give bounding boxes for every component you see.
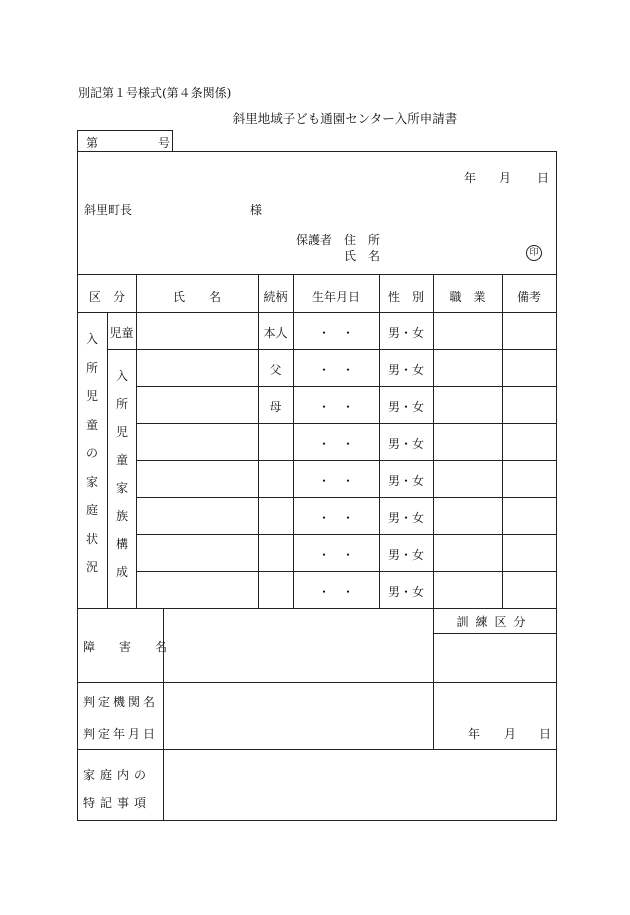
application-form-table [77,151,557,821]
divider [78,682,556,683]
divider [136,497,556,498]
divider [136,460,556,461]
divider [136,423,556,424]
divider [78,749,556,750]
col-header-birthdate: 生年月日 [311,290,360,304]
row-sex[interactable]: 男・女 [387,326,424,340]
family-notes-label-1: 家庭内の [83,768,152,782]
row-sex[interactable]: 男・女 [387,548,424,562]
divider [433,633,556,634]
number-box[interactable] [77,130,173,151]
row-birthdate[interactable]: ・ ・ [317,400,354,414]
col-header-relation: 続柄 [263,290,288,304]
row-relation: 母 [269,400,282,414]
divider [107,312,108,608]
row-birthdate[interactable]: ・ ・ [317,363,354,377]
col-header-occupation: 職 業 [449,290,486,304]
col-header-name: 氏 名 [172,290,221,304]
col-header-sex: 性 別 [387,290,424,304]
addressee-honorific: 様 [250,203,263,217]
judgement-agency-label: 判定機関名 [83,695,159,709]
side-label-family-situation: 入 所 児 童 の 家 庭 状 況 [85,332,98,574]
divider [107,349,556,350]
number-prefix: 第 [86,136,99,150]
divider [433,274,434,608]
judgement-day-label: 日 [539,727,552,741]
judgement-year-label: 年 [468,727,481,741]
row-relation: 本人 [263,326,288,340]
divider [78,274,556,275]
name-label[interactable]: 氏 名 [344,249,381,263]
row-birthdate[interactable]: ・ ・ [317,437,354,451]
row-label-child: 児童 [109,326,134,340]
number-suffix: 号 [158,136,171,150]
guardian-label: 保護者 [296,233,333,247]
row-sex[interactable]: 男・女 [387,511,424,525]
training-category-label: 訓練区分 [456,615,533,629]
divider [78,312,556,313]
divider [136,571,556,572]
date-day-label: 日 [537,171,550,185]
seal-icon: 印 [526,245,542,261]
divider [136,386,556,387]
form-reference: 別記第１号様式(第４条関係) [78,86,232,100]
divider [136,274,137,608]
document-title: 斜里地域子ども通園センター入所申請書 [232,111,458,126]
row-sex[interactable]: 男・女 [387,474,424,488]
col-header-remarks: 備考 [516,290,541,304]
date-month-label: 月 [499,171,512,185]
row-sex[interactable]: 男・女 [387,437,424,451]
divider [78,608,556,609]
family-notes-label-2: 特記事項 [83,796,152,810]
row-birthdate[interactable]: ・ ・ [317,474,354,488]
date-year-label: 年 [464,171,477,185]
row-sex[interactable]: 男・女 [387,400,424,414]
addressee-mayor: 斜里町長 [84,203,133,217]
side-label-family-composition: 入 所 児 童 家 族 構 成 [115,369,128,579]
row-birthdate[interactable]: ・ ・ [317,511,354,525]
judgement-month-label: 月 [504,727,517,741]
row-birthdate[interactable]: ・ ・ [317,585,354,599]
disability-label: 障 害 名 [83,640,174,654]
address-label[interactable]: 住 所 [344,233,381,247]
row-sex[interactable]: 男・女 [387,585,424,599]
row-relation: 父 [269,363,282,377]
divider [136,534,556,535]
row-birthdate[interactable]: ・ ・ [317,326,354,340]
judgement-date-label: 判定年月日 [83,727,159,741]
row-sex[interactable]: 男・女 [387,363,424,377]
row-birthdate[interactable]: ・ ・ [317,548,354,562]
divider [502,274,503,608]
col-header-kubun: 区 分 [88,290,125,304]
